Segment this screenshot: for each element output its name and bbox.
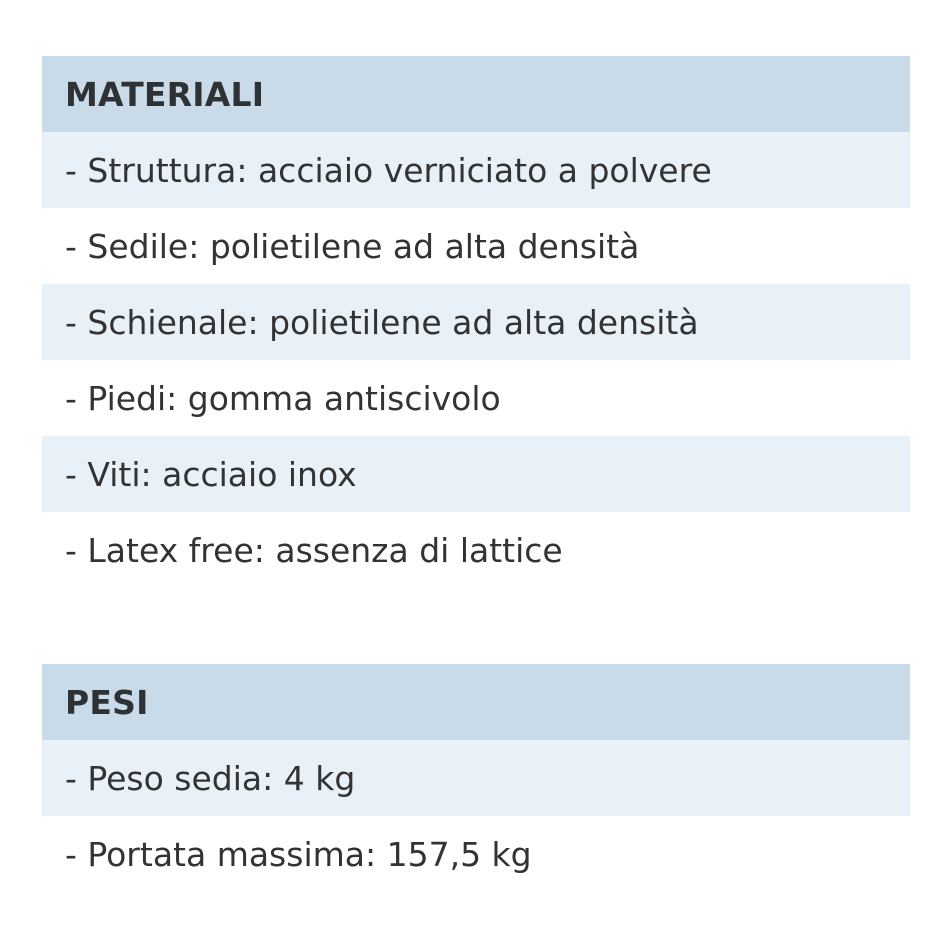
materials-list [42, 132, 910, 588]
materials-header: MATERIALI [42, 56, 910, 132]
spec-sheet [42, 56, 910, 892]
materials-section [42, 56, 910, 588]
materials-item-feet: - Piedi: gomma antiscivolo [42, 360, 910, 436]
weights-section [42, 664, 910, 892]
materials-item-latex-free: - Latex free: assenza di lattice [42, 512, 910, 588]
materials-item-structure: - Struttura: acciaio verniciato a polvere [42, 132, 910, 208]
materials-item-screws: - Viti: acciaio inox [42, 436, 910, 512]
materials-item-backrest: - Schienale: polietilene ad alta densità [42, 284, 910, 360]
materials-item-seat: - Sedile: polietilene ad alta densità [42, 208, 910, 284]
weights-list [42, 740, 910, 892]
weights-item-max-load: - Portata massima: 157,5 kg [42, 816, 910, 892]
weights-header: PESI [42, 664, 910, 740]
weights-item-chair-weight: - Peso sedia: 4 kg [42, 740, 910, 816]
